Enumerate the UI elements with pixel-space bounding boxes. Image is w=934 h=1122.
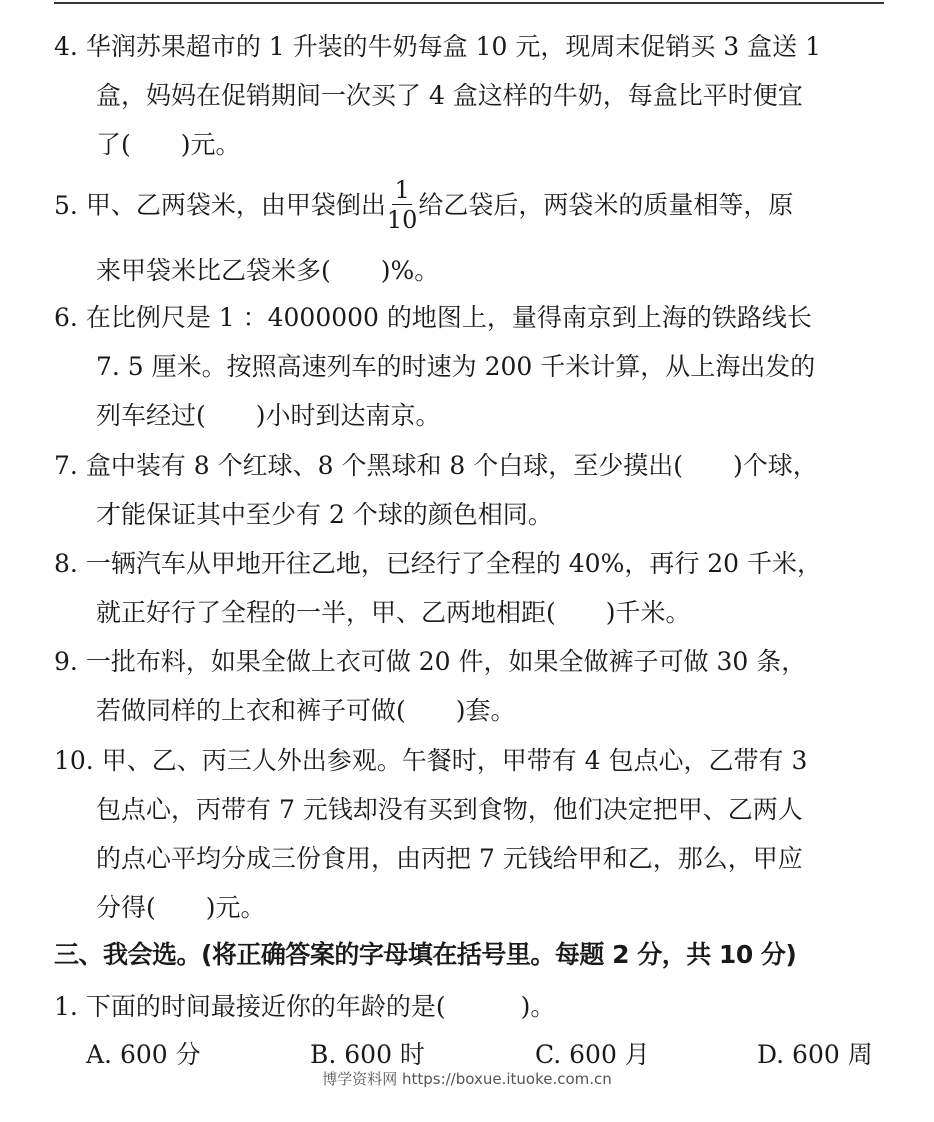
question-number: 1.: [54, 992, 78, 1021]
question-5: [54, 176, 884, 295]
question-number: 10.: [54, 746, 94, 775]
question-text: 了( )元。: [96, 130, 241, 159]
top-divider: [54, 2, 884, 4]
question-text: 包点心，丙带有 7 元钱却没有买到食物，他们决定把甲、乙两人: [96, 795, 803, 824]
question-number: 9.: [54, 647, 78, 676]
question-text: 给乙袋后，两袋米的质量相等，原: [418, 190, 794, 220]
question-text: 就正好行了全程的一半，甲、乙两地相距( )千米。: [96, 598, 691, 627]
question-text: 才能保证其中至少有 2 个球的颜色相同。: [96, 500, 553, 529]
question-4: [54, 22, 884, 169]
question-text: 甲、乙两袋米，由甲袋倒出: [85, 190, 386, 220]
question-text: 在比例尺是 1 ：4000000 的地图上，量得南京到上海的铁路线长: [85, 303, 812, 332]
fraction-denominator: 10: [386, 206, 418, 234]
question-number: 7.: [54, 451, 78, 480]
question-number: 8.: [54, 549, 78, 578]
option-c: C. 600 月: [535, 1040, 650, 1069]
question-10: [54, 736, 884, 932]
question-text: 分得( )元。: [96, 893, 266, 922]
question-text: 若做同样的上衣和裤子可做( )套。: [96, 696, 516, 725]
question-text: 华润苏果超市的 1 升装的牛奶每盒 10 元，现周末促销买 3 盒送 1: [85, 32, 821, 61]
option-a: A. 600 分: [86, 1040, 201, 1069]
question-text: 来甲袋米比乙袋米多( )%。: [96, 256, 440, 285]
question-text: 盒中装有 8 个红球、8 个黑球和 8 个白球，至少摸出( )个球，: [85, 451, 818, 480]
question-text: 列车经过( )小时到达南京。: [96, 401, 441, 430]
question-9: [54, 637, 884, 735]
option-b: B. 600 时: [310, 1040, 425, 1069]
question-7: [54, 441, 884, 539]
question-number: 6.: [54, 303, 78, 332]
question-number: 4.: [54, 32, 78, 61]
fraction-numerator: 1: [394, 176, 410, 204]
question-8: [54, 539, 884, 637]
question-text: 盒，妈妈在促销期间一次买了 4 盒这样的牛奶，每盒比平时便宜: [96, 81, 803, 110]
question-text: 一辆汽车从甲地开往乙地，已经行了全程的 40%，再行 20 千米，: [85, 549, 823, 578]
option-d: D. 600 周: [757, 1040, 873, 1069]
fraction: [387, 178, 418, 232]
question-text: 下面的时间最接近你的年龄的是( )。: [85, 992, 556, 1021]
question-6: [54, 293, 884, 440]
question-text: 甲、乙、丙三人外出参观。午餐时，甲带有 4 包点心，乙带有 3: [101, 746, 808, 775]
watermark-footer: 博学资料网 https://boxue.ituoke.com.cn: [322, 1070, 612, 1088]
question-number: 5.: [54, 190, 78, 220]
section-heading: 三、我会选。(将正确答案的字母填在括号里。每题 2 分，共 10 分): [54, 940, 797, 969]
choice-question-1: [54, 982, 884, 1031]
question-text: 一批布料，如果全做上衣可做 20 件，如果全做裤子可做 30 条，: [85, 647, 807, 676]
question-text: 7. 5 厘米。按照高速列车的时速为 200 千米计算，从上海出发的: [96, 352, 816, 381]
question-text: 的点心平均分成三份食用，由丙把 7 元钱给甲和乙，那么，甲应: [96, 844, 803, 873]
